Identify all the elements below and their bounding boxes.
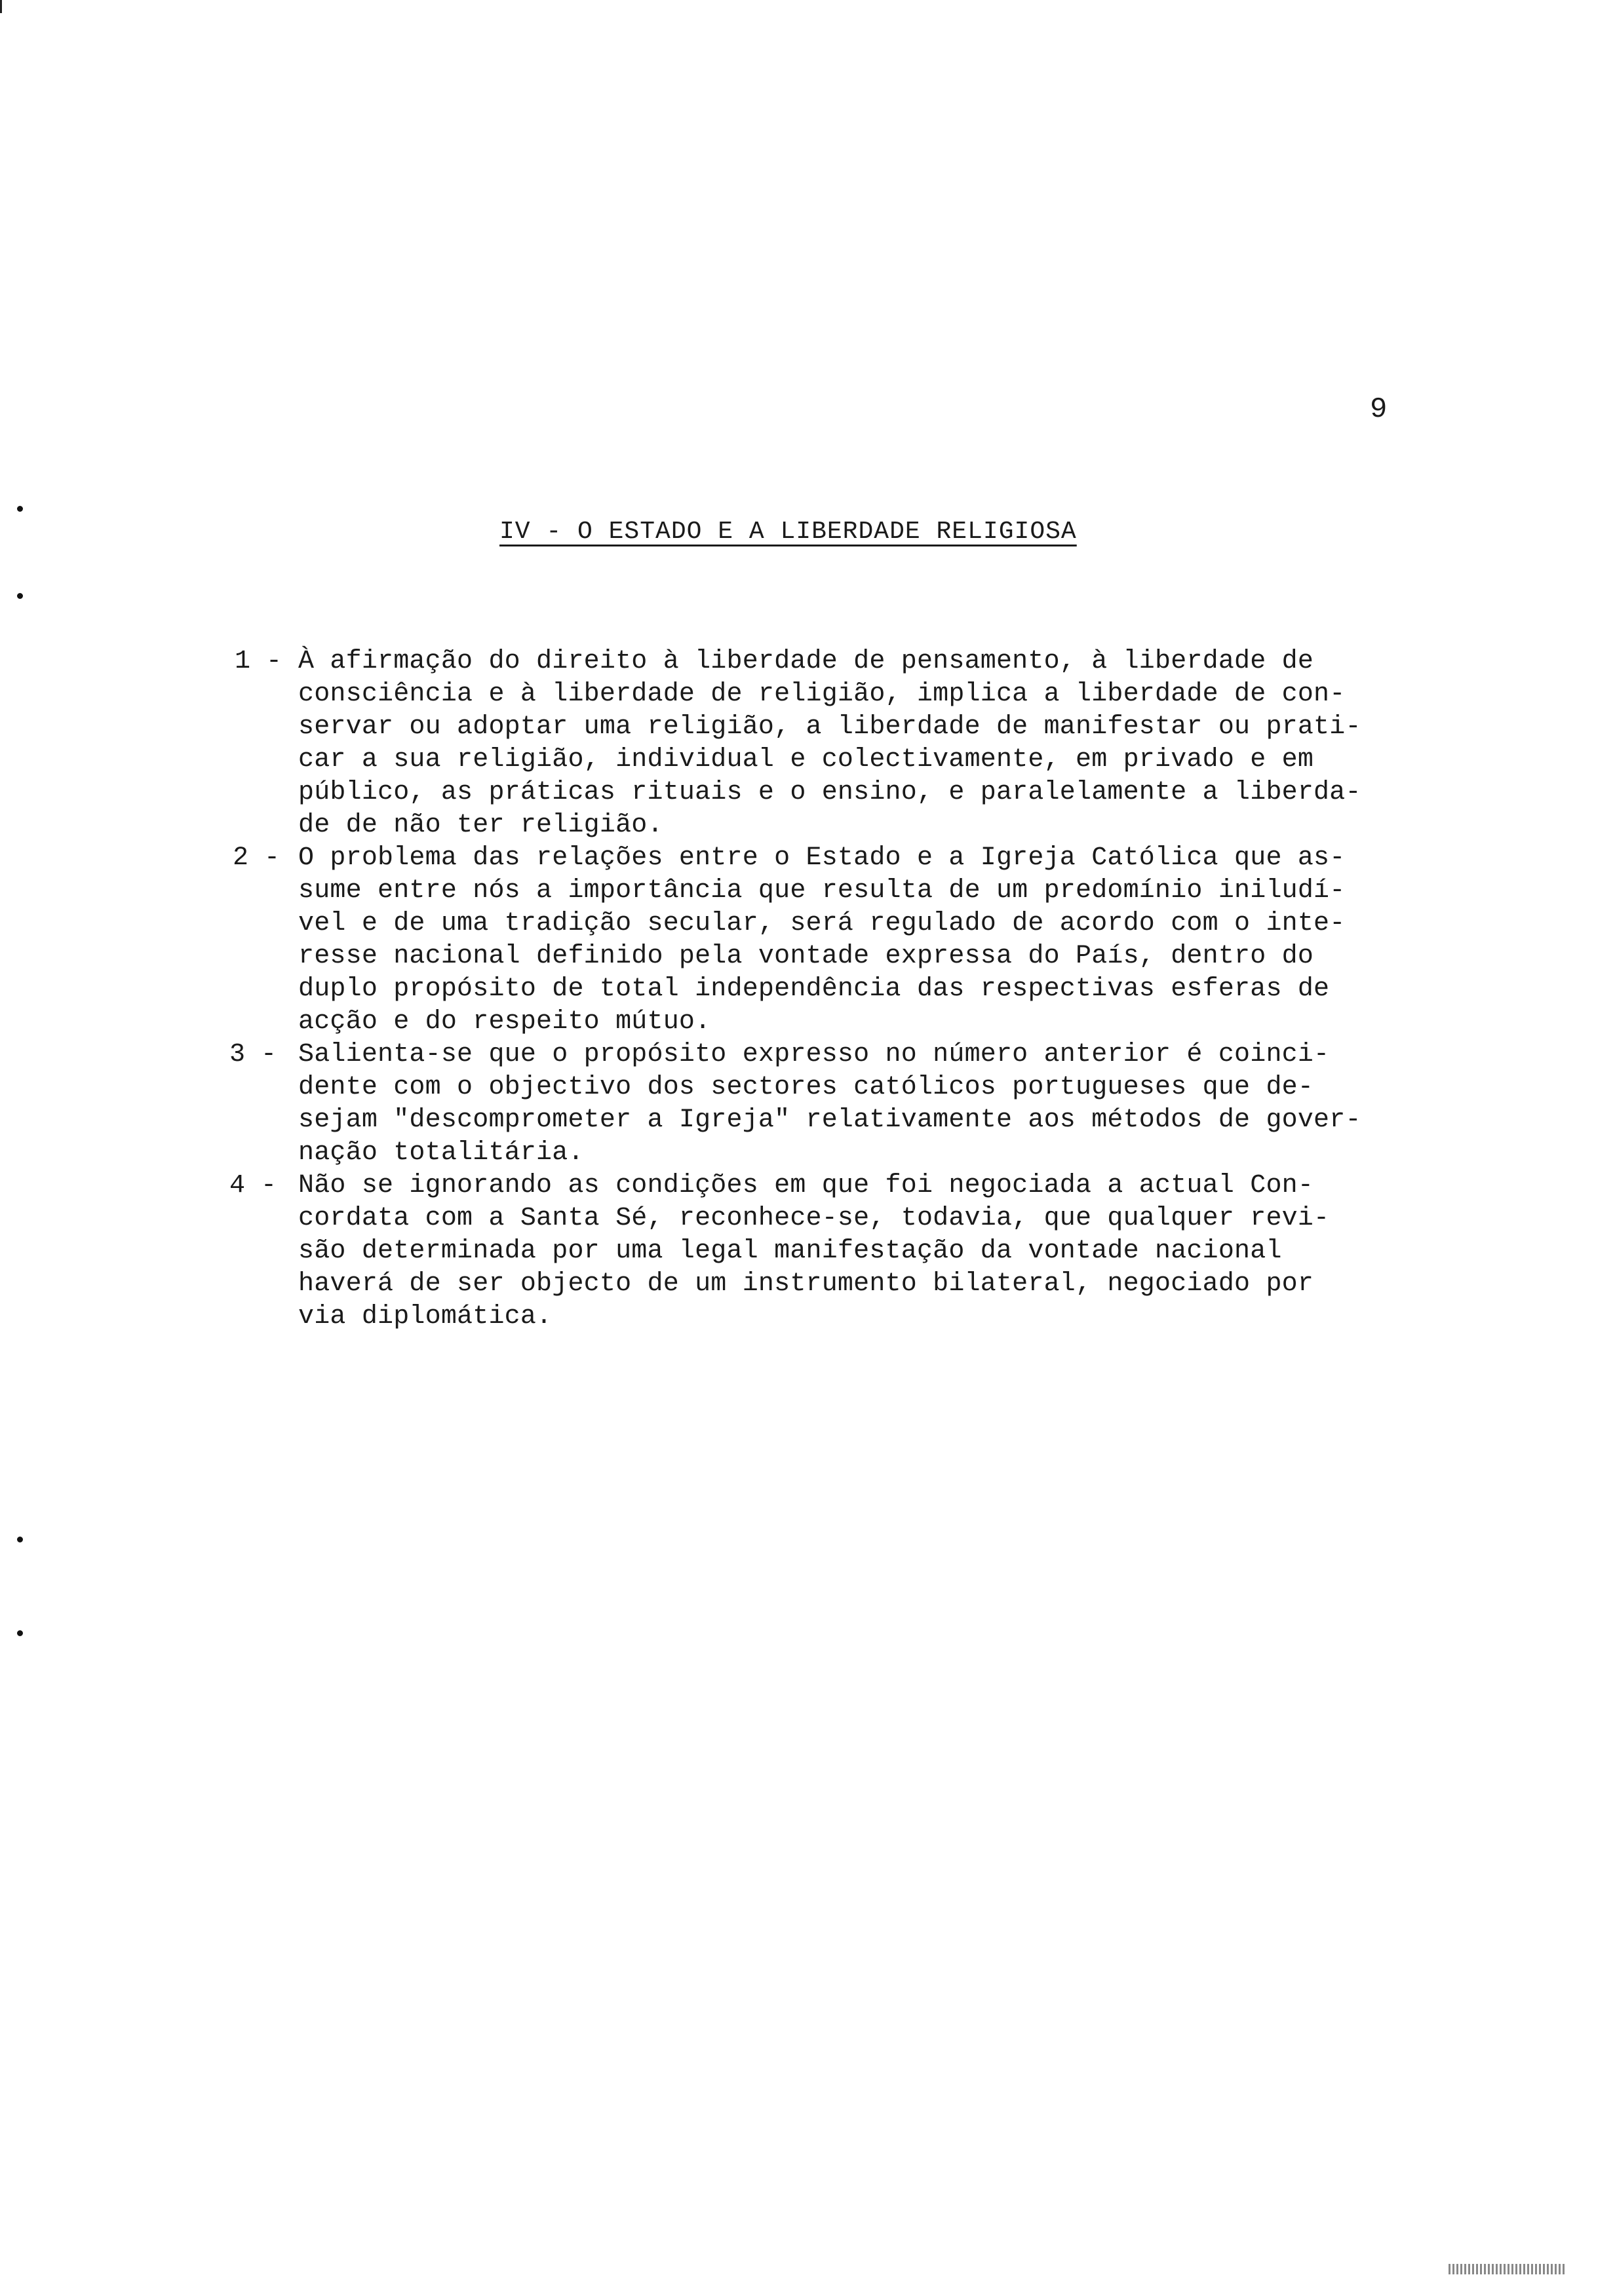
item-line: duplo propósito de total independência das respectivas esferas de [298,974,1330,1004]
item-line: consciência e à liberdade de religião, implica a liberdade de con- [298,679,1346,709]
item-line: À afirmação do direito à liberdade de pensamento, à liberdade de [298,647,1314,676]
item-line: público, as práticas rituais e o ensino, e paralelamente a liberda- [298,778,1361,807]
item-number: 2 - [233,843,281,873]
item-line: são determinada por uma legal manifestação da vontade nacional [298,1236,1282,1266]
item-line: servar ou adoptar uma religião, a liberdade de manifestar ou prati- [298,712,1361,742]
item-number: 3 - [229,1040,277,1069]
scan-corner-mark [0,0,2,13]
item-line: Não se ignorando as condições em que foi negociada a actual Con- [298,1171,1314,1200]
margin-hole-mark [17,1537,23,1542]
item-line: haverá de ser objecto de um instrumento bilateral, negociado por [298,1269,1314,1299]
page-number: 9 [1370,393,1388,426]
margin-hole-mark [17,593,23,599]
margin-hole-mark [17,506,23,512]
margin-hole-mark [17,1630,23,1636]
item-line: cordata com a Santa Sé, reconhece-se, todavia, que qualquer revi- [298,1204,1330,1233]
item-line: dente com o objectivo dos sectores católicos portugueses que de- [298,1073,1314,1102]
item-line: acção e do respeito mútuo. [298,1007,711,1037]
item-number: 1 - [235,647,282,676]
item-line: vel e de uma tradição secular, será regulado de acordo com o inte- [298,909,1346,938]
item-line: sejam "descomprometer a Igreja" relativamente aos métodos de gover- [298,1105,1361,1135]
item-line: de de não ter religião. [298,811,663,840]
item-line: via diplomática. [298,1302,553,1331]
item-line: car a sua religião, individual e colectivamente, em privado e em [298,745,1314,775]
item-number: 4 - [229,1171,277,1200]
section-title: IV - O ESTADO E A LIBERDADE RELIGIOSA [499,518,1077,546]
item-line: sume entre nós a importância que resulta de um predomínio iniludí- [298,876,1346,906]
archive-stamp-mark [1449,2264,1566,2274]
item-line: O problema das relações entre o Estado e a Igreja Católica que as- [298,843,1346,873]
item-line: Salienta-se que o propósito expresso no número anterior é coinci- [298,1040,1330,1069]
item-line: nação totalitária. [298,1138,584,1168]
item-line: resse nacional definido pela vontade expressa do País, dentro do [298,942,1314,971]
